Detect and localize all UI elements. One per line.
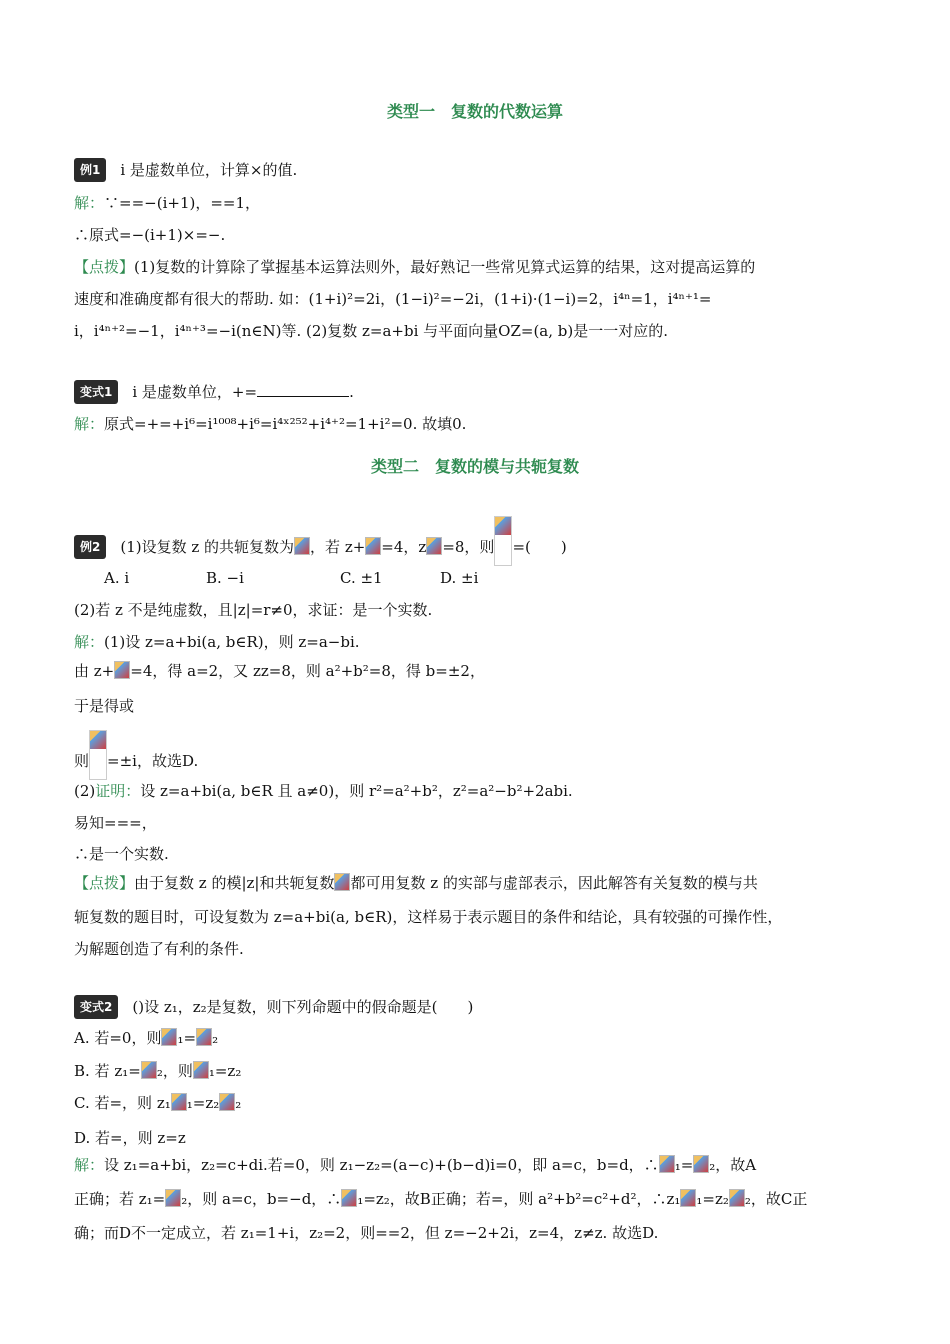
example-2-solution-1: 解：(1)设 z=a+bi(a, b∈R)，则 z=a−bi. — [74, 633, 360, 651]
image-placeholder-icon — [494, 516, 512, 566]
example-badge: 例1 — [74, 158, 106, 182]
image-placeholder-icon — [219, 1093, 235, 1111]
example-1-solution-1: 解：∵==−(i+1)，==1， — [74, 194, 261, 212]
image-placeholder-icon — [89, 730, 107, 780]
image-placeholder-icon — [171, 1093, 187, 1111]
image-placeholder-icon — [680, 1189, 696, 1207]
option-c[interactable]: C. ±1 — [340, 569, 383, 587]
example-1-solution-2: ∴原式=−(i+1)×=−. — [74, 226, 226, 244]
image-placeholder-icon — [161, 1028, 177, 1046]
image-placeholder-icon — [165, 1189, 181, 1207]
tip-1-line-1: 【点拨】(1)复数的计算除了掌握基本运算法则外，最好熟记一些常见算式运算的结果，这对提高运算的 — [74, 258, 756, 276]
image-placeholder-icon — [196, 1028, 212, 1046]
image-placeholder-icon — [659, 1155, 675, 1173]
tip-2-line-2: 轭复数的题目时，可设复数为 z=a+bi(a, b∈R)，这样易于表示题目的条件和结论，具有较强的可操作性， — [74, 908, 783, 926]
image-placeholder-icon — [693, 1155, 709, 1173]
variant-2-question: 变式2 ()设 z₁，z₂是复数，则下列命题中的假命题是( ) — [74, 995, 876, 1019]
example-2-proof-1: (2)证明：设 z=a+bi(a, b∈R 且 a≠0)，则 r²=a²+b²，z²=a²−b²+2abi. — [74, 782, 573, 800]
tip-2-line-3: 为解题创造了有利的条件. — [74, 940, 244, 958]
answer-blank[interactable] — [257, 382, 349, 397]
example-2-proof-2: 易知===， — [74, 814, 157, 832]
section-title-1: 类型一 复数的代数运算 — [386, 102, 563, 121]
image-placeholder-icon — [729, 1189, 745, 1207]
image-placeholder-icon — [426, 537, 442, 555]
variant-badge: 变式2 — [74, 995, 118, 1019]
tip-1-line-2: 速度和准确度都有很大的帮助. 如：(1+i)²=2i，(1−i)²=−2i，(1+i)·(1−i)=2，i⁴ⁿ=1，i⁴ⁿ⁺¹= — [74, 290, 712, 308]
option-b[interactable]: B. −i — [206, 569, 244, 587]
variant-2-option-c[interactable]: C. 若=，则 z₁ ₁=z₂ ₂ — [74, 1094, 242, 1112]
option-a[interactable]: A. i — [104, 569, 130, 587]
variant-2-solution-1: 解：设 z₁=a+bi，z₂=c+di.若=0，则 z₁−z₂=(a−c)+(b−d)i=0，即 a=c，b=d，∴ ₁= ₂，故A — [74, 1156, 757, 1174]
variant-1-solution: 解：原式=+=+i⁶=i¹⁰⁰⁸+i⁶=i⁴ˣ²⁵²+i⁴⁺²=1+i²=0. 故填0. — [74, 415, 467, 433]
example-2-question: 例2 (1)设复数 z 的共轭复数为 ，若 z+ =4，z =8，则 =( ) — [74, 516, 876, 566]
example-2-solution-4: 则 =±i，故选D. — [74, 730, 876, 780]
variant-2-option-b[interactable]: B. 若 z₁= ₂，则 ₁=z₂ — [74, 1062, 242, 1080]
image-placeholder-icon — [114, 661, 130, 679]
tip-1-line-3: i，i⁴ⁿ⁺²=−1，i⁴ⁿ⁺³=−i(n∈N)等. (2)复数 z=a+bi 与平面向量OZ=(a, b)是一一对应的. — [74, 322, 669, 340]
variant-2-solution-2: 正确；若 z₁= ₂，则 a=c，b=−d，∴ ₁=z₂，故B正确；若=，则 a²+b²=c²+d²，∴z₁ ₁=z₂ ₂，故C正 — [74, 1190, 808, 1208]
example-2-solution-2: 由 z+ =4，得 a=2，又 zz=8，则 a²+b²=8，得 b=±2， — [74, 662, 485, 680]
variant-2-solution-3: 确；而D不一定成立，若 z₁=1+i，z₂=2，则==2，但 z=−2+2i，z=4，z≠z. 故选D. — [74, 1224, 659, 1242]
example-2-question-2: (2)若 z 不是纯虚数，且|z|=r≠0，求证：是一个实数. — [74, 601, 433, 619]
image-placeholder-icon — [365, 537, 381, 555]
image-placeholder-icon — [294, 537, 310, 555]
variant-badge: 变式1 — [74, 380, 118, 404]
variant-1-question: 变式1 i 是虚数单位，+= . — [74, 380, 876, 404]
example-2-proof-3: ∴是一个实数. — [74, 845, 169, 863]
option-d[interactable]: D. ±i — [440, 569, 479, 587]
example-2-solution-3: 于是得或 — [74, 697, 135, 715]
example-1-question: 例1 i 是虚数单位，计算×的值. — [74, 158, 876, 182]
variant-2-option-d[interactable]: D. 若=，则 z=z — [74, 1129, 186, 1147]
image-placeholder-icon — [141, 1061, 157, 1079]
image-placeholder-icon — [193, 1061, 209, 1079]
example-badge: 例2 — [74, 535, 106, 559]
tip-2-line-1: 【点拨】由于复数 z 的模|z|和共轭复数 都可用复数 z 的实部与虚部表示，因此解答有关复数的模与共 — [74, 874, 758, 892]
image-placeholder-icon — [341, 1189, 357, 1207]
image-placeholder-icon — [334, 873, 350, 891]
variant-2-option-a[interactable]: A. 若=0，则 ₁= ₂ — [74, 1029, 219, 1047]
section-title-2: 类型二 复数的模与共轭复数 — [370, 457, 579, 476]
